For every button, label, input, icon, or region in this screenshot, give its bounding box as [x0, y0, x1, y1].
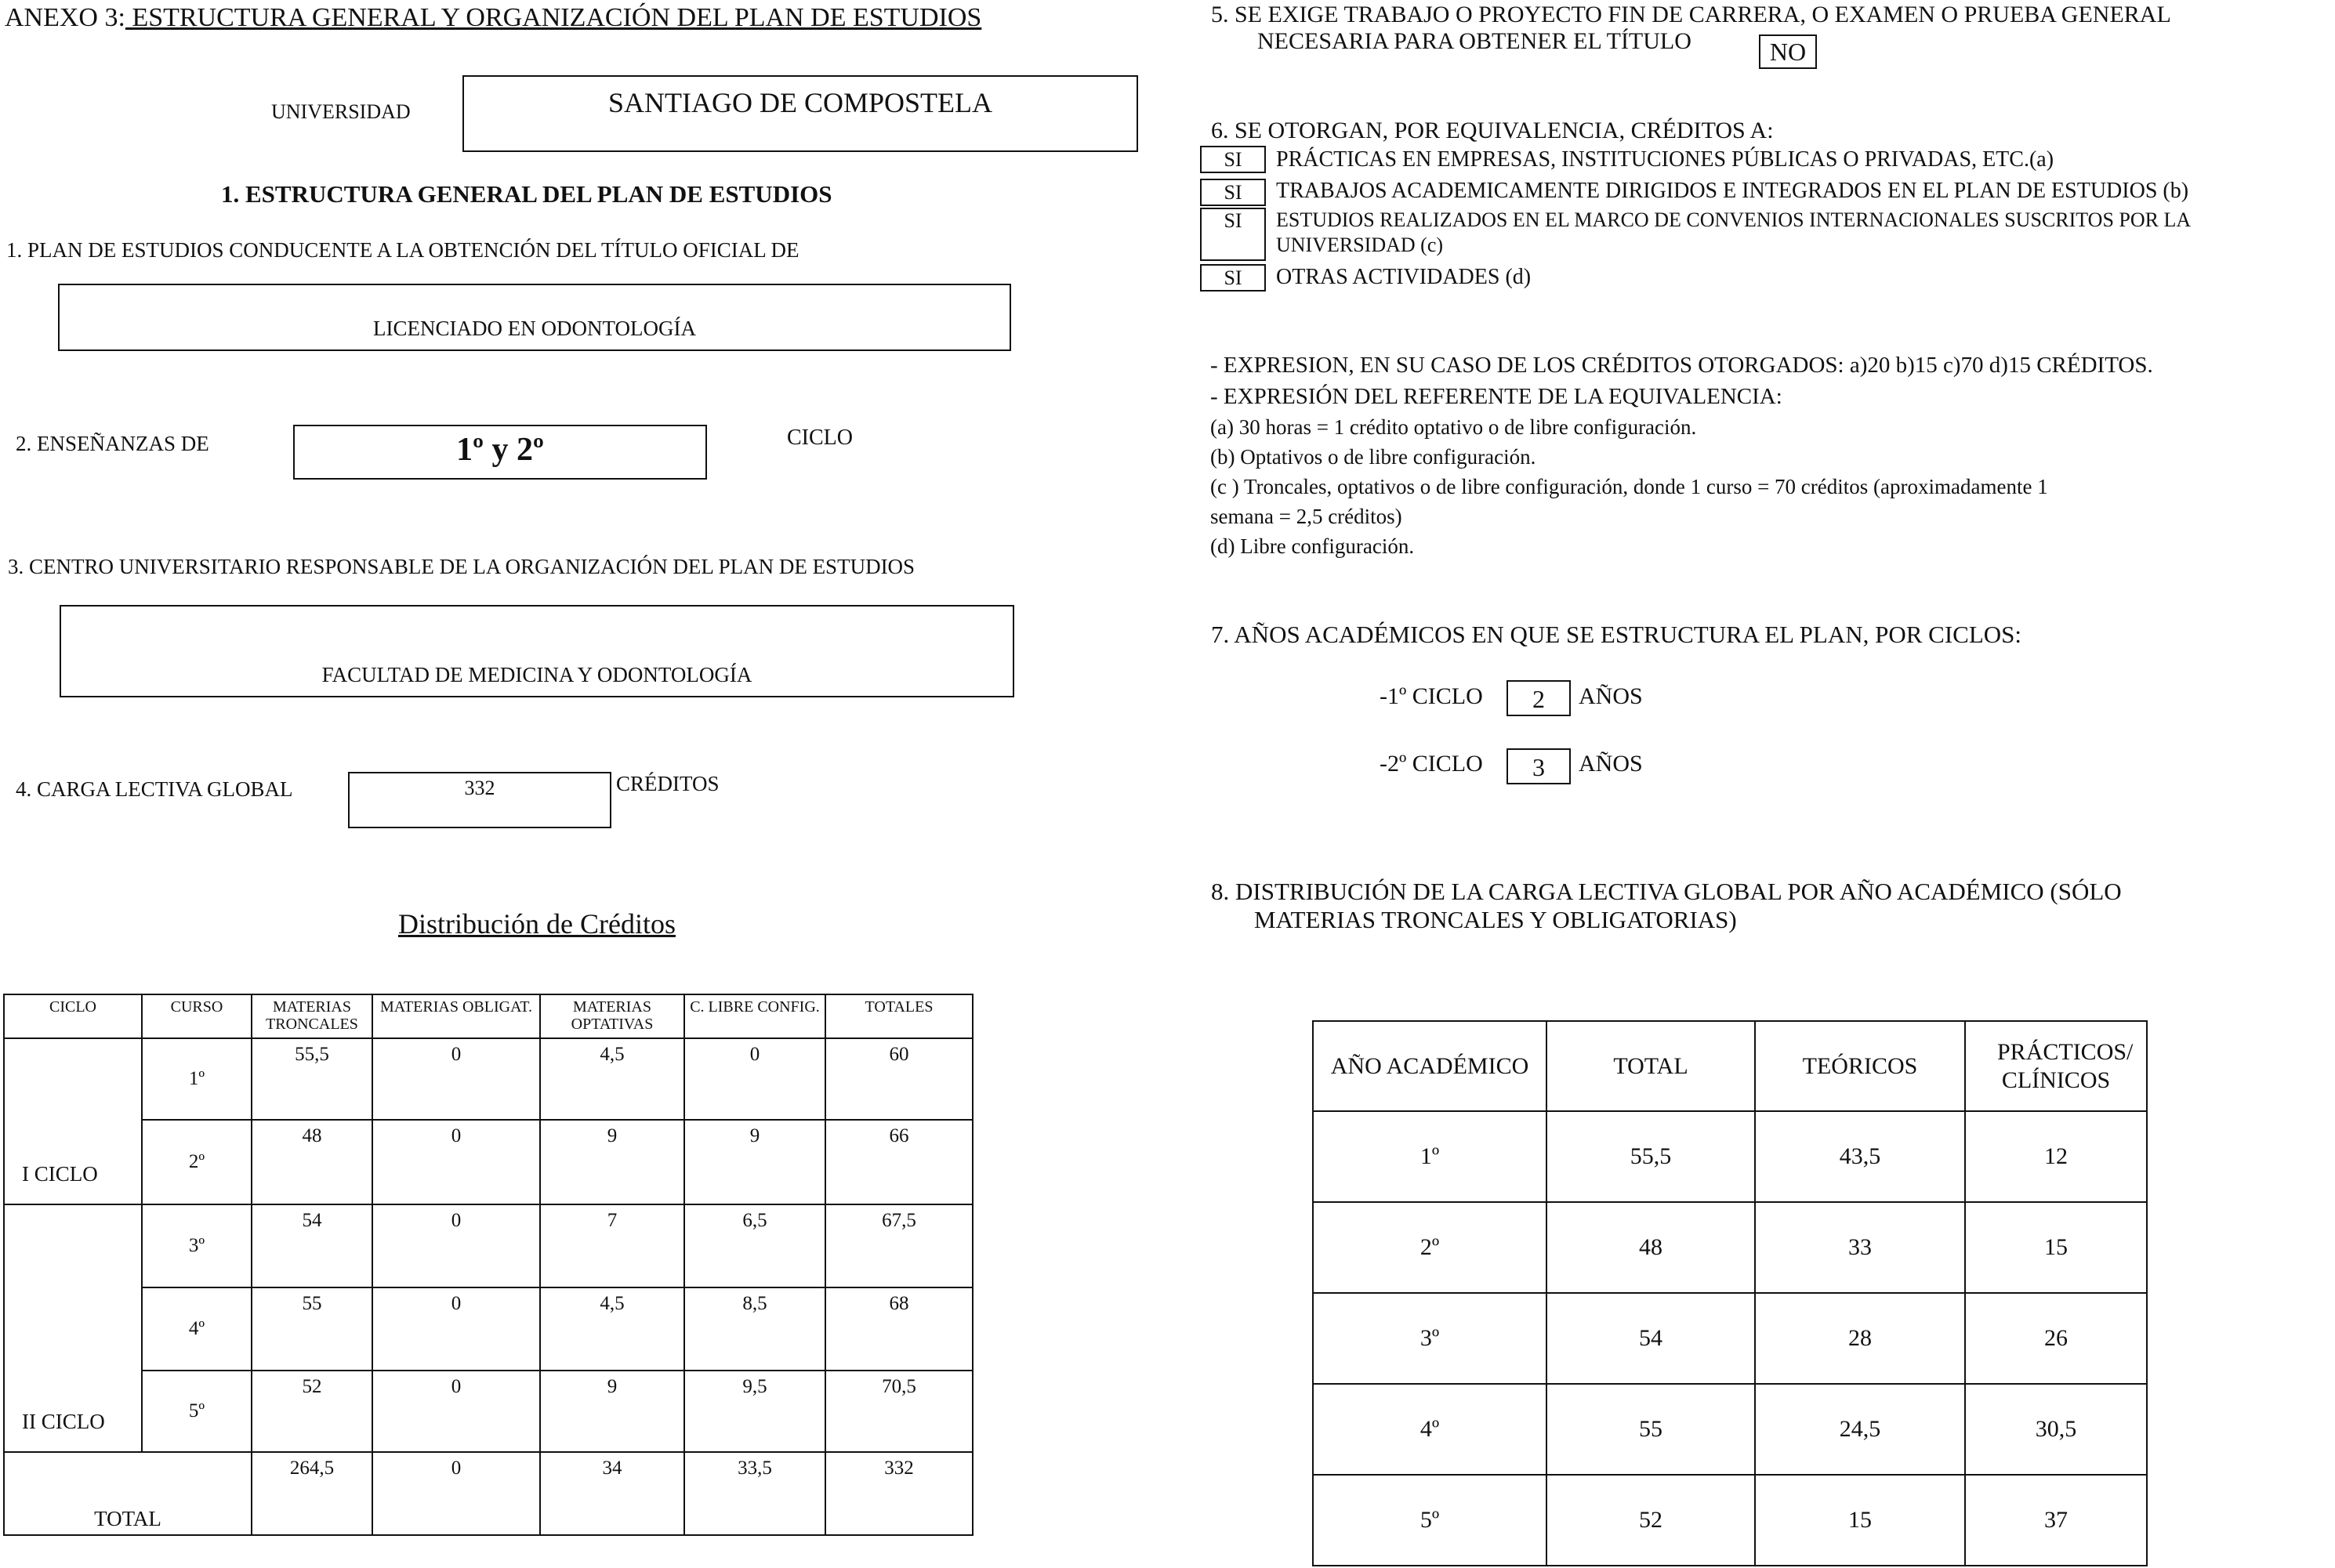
- anio-cell: 4º: [1313, 1384, 1546, 1475]
- libre-cell: 9: [684, 1120, 825, 1204]
- libre-cell: 8,5: [684, 1287, 825, 1371]
- header-curso: CURSO: [142, 994, 252, 1038]
- annex-title: [5, 3, 981, 33]
- troncales-cell: 55,5: [252, 1038, 372, 1120]
- option-mark: SI: [1200, 264, 1266, 292]
- curso-cell: 1º: [142, 1038, 252, 1120]
- note-d: (d) Libre configuración.: [1210, 534, 1415, 558]
- obligat-cell: 0: [372, 1371, 540, 1452]
- totales-cell: 67,5: [825, 1204, 973, 1287]
- credit-distribution-table: [3, 994, 974, 1536]
- total-cell: 48: [1546, 1202, 1755, 1293]
- option-text-cont: UNIVERSIDAD (c): [1276, 234, 1444, 256]
- totales-cell: 70,5: [825, 1371, 973, 1452]
- total-optativas: 34: [540, 1452, 684, 1535]
- libre-cell: 9,5: [684, 1371, 825, 1452]
- teoricos-cell: 24,5: [1755, 1384, 1965, 1475]
- note-b: (b) Optativos o de libre configuración.: [1210, 445, 1536, 469]
- curso-cell: 3º: [142, 1204, 252, 1287]
- optativas-cell: 4,5: [540, 1038, 684, 1120]
- option-text: PRÁCTICAS EN EMPRESAS, INSTITUCIONES PÚBLICAS O PRIVADAS, ETC.(a): [1276, 147, 2054, 172]
- header-teoricos: TEÓRICOS: [1755, 1021, 1965, 1111]
- section1-title: 1. ESTRUCTURA GENERAL DEL PLAN DE ESTUDIOS: [221, 180, 832, 208]
- university-label: UNIVERSIDAD: [271, 100, 411, 123]
- table-row: [4, 1287, 973, 1371]
- degree-value: LICENCIADO EN ODONTOLOGÍA: [373, 317, 696, 340]
- annex-prefix: ANEXO 3:: [5, 3, 125, 32]
- anio-cell: 1º: [1313, 1111, 1546, 1202]
- total-cell: 54: [1546, 1293, 1755, 1384]
- header-obligat: MATERIAS OBLIGAT.: [372, 994, 540, 1038]
- obligat-cell: 0: [372, 1204, 540, 1287]
- cycles-field: [293, 425, 707, 480]
- option-text: OTRAS ACTIVIDADES (d): [1276, 265, 1532, 289]
- cycle1-years-field: [1507, 680, 1571, 716]
- cycle2-years-field: [1507, 748, 1571, 784]
- practicos-cell: 15: [1965, 1202, 2147, 1293]
- cycles-value: 1º y 2º: [456, 432, 544, 468]
- curso-cell: 2º: [142, 1120, 252, 1204]
- item3-label: 3. CENTRO UNIVERSITARIO RESPONSABLE DE LA ORGANIZACIÓN DEL PLAN DE ESTUDIOS: [8, 555, 916, 578]
- cycle-label-1: I CICLO: [4, 1038, 142, 1204]
- table-row: [1313, 1202, 2147, 1293]
- optativas-cell: 9: [540, 1371, 684, 1452]
- troncales-cell: 52: [252, 1371, 372, 1452]
- item8-line2: MATERIAS TRONCALES Y OBLIGATORIAS): [1254, 906, 1737, 933]
- header-ciclo: CICLO: [4, 994, 142, 1038]
- total-cell: 52: [1546, 1475, 1755, 1566]
- note-c-cont: semana = 2,5 créditos): [1210, 505, 1402, 528]
- table-row: [4, 1204, 973, 1287]
- faculty-field: [60, 605, 1014, 697]
- credits-value: 332: [464, 777, 495, 799]
- item7-title: 7. AÑOS ACADÉMICOS EN QUE SE ESTRUCTURA EL PLAN, POR CICLOS:: [1211, 621, 2022, 648]
- option-mark: [1200, 208, 1266, 261]
- anio-cell: 3º: [1313, 1293, 1546, 1384]
- curso-cell: 5º: [142, 1371, 252, 1452]
- option-mark: SI: [1200, 146, 1266, 173]
- option-text: TRABAJOS ACADEMICAMENTE DIRIGIDOS E INTEGRADOS EN EL PLAN DE ESTUDIOS (b): [1276, 179, 2189, 203]
- table-row: [4, 1371, 973, 1452]
- item4-label: 4. CARGA LECTIVA GLOBAL: [16, 777, 293, 801]
- total-obligat: 0: [372, 1452, 540, 1535]
- credits-field: [348, 772, 611, 828]
- table-total-row: [4, 1452, 973, 1535]
- practicos-cell: 26: [1965, 1293, 2147, 1384]
- item2-label: 2. ENSEÑANZAS DE: [16, 432, 209, 455]
- header-troncales: MATERIAS TRONCALES: [252, 994, 372, 1038]
- total-troncales: 264,5: [252, 1452, 372, 1535]
- troncales-cell: 54: [252, 1204, 372, 1287]
- faculty-value: FACULTAD DE MEDICINA Y ODONTOLOGÍA: [321, 663, 752, 686]
- header-libre: C. LIBRE CONFIG.: [684, 994, 825, 1038]
- optativas-cell: 7: [540, 1204, 684, 1287]
- table-row: [4, 1038, 973, 1120]
- total-cell: 55,5: [1546, 1111, 1755, 1202]
- degree-field: [58, 284, 1011, 351]
- table-row: [1313, 1384, 2147, 1475]
- cycle1-unit: AÑOS: [1579, 683, 1643, 709]
- university-value: SANTIAGO DE COMPOSTELA: [607, 87, 992, 118]
- troncales-cell: 48: [252, 1120, 372, 1204]
- academic-year-distribution-table: [1312, 1020, 2148, 1566]
- curso-cell: 4º: [142, 1287, 252, 1371]
- header-anio: AÑO ACADÉMICO: [1313, 1021, 1546, 1111]
- final-project-field: [1759, 34, 1817, 69]
- university-field: [462, 75, 1138, 152]
- troncales-cell: 55: [252, 1287, 372, 1371]
- equivalence-expression: - EXPRESIÓN DEL REFERENTE DE LA EQUIVALENCIA:: [1210, 384, 1782, 409]
- item6-title: 6. SE OTORGAN, POR EQUIVALENCIA, CRÉDITOS A:: [1211, 118, 1774, 143]
- credits-expression: - EXPRESION, EN SU CASO DE LOS CRÉDITOS OTORGADOS: a)20 b)15 c)70 d)15 CRÉDITOS.: [1210, 353, 2153, 378]
- note-c: (c ) Troncales, optativos o de libre configuración, donde 1 curso = 70 créditos (aproximadamente 1: [1210, 475, 2048, 498]
- cycle-label-2: II CICLO: [4, 1204, 142, 1452]
- total-label: TOTAL: [4, 1452, 252, 1535]
- libre-cell: 0: [684, 1038, 825, 1120]
- cycle2-unit: AÑOS: [1579, 751, 1643, 777]
- item1-label: 1. PLAN DE ESTUDIOS CONDUCENTE A LA OBTENCIÓN DEL TÍTULO OFICIAL DE: [6, 238, 799, 262]
- table-row: [1313, 1293, 2147, 1384]
- obligat-cell: 0: [372, 1038, 540, 1120]
- practicos-cell: 37: [1965, 1475, 2147, 1566]
- practicos-cell: 12: [1965, 1111, 2147, 1202]
- total-cell: 55: [1546, 1384, 1755, 1475]
- total-libre: 33,5: [684, 1452, 825, 1535]
- header-optativas: MATERIAS OPTATIVAS: [540, 994, 684, 1038]
- teoricos-cell: 43,5: [1755, 1111, 1965, 1202]
- item8-line1: 8. DISTRIBUCIÓN DE LA CARGA LECTIVA GLOBAL POR AÑO ACADÉMICO (SÓLO: [1211, 878, 2122, 905]
- optativas-cell: 4,5: [540, 1287, 684, 1371]
- table-row: [4, 1120, 973, 1204]
- anio-cell: 5º: [1313, 1475, 1546, 1566]
- item5-line1: 5. SE EXIGE TRABAJO O PROYECTO FIN DE CARRERA, O EXAMEN O PRUEBA GENERAL: [1211, 2, 2171, 27]
- table-row: [1313, 1475, 2147, 1566]
- item2-suffix: CICLO: [787, 425, 853, 450]
- total-totales: 332: [825, 1452, 973, 1535]
- libre-cell: 6,5: [684, 1204, 825, 1287]
- totales-cell: 68: [825, 1287, 973, 1371]
- table-row: [1313, 1111, 2147, 1202]
- note-a: (a) 30 horas = 1 crédito optativo o de libre configuración.: [1210, 415, 1697, 439]
- teoricos-cell: 28: [1755, 1293, 1965, 1384]
- header-totales: TOTALES: [825, 994, 973, 1038]
- option-text: ESTUDIOS REALIZADOS EN EL MARCO DE CONVENIOS INTERNACIONALES SUSCRITOS POR LA: [1276, 208, 2192, 231]
- cycle2-label: -2º CICLO: [1380, 751, 1483, 777]
- option-mark-label: SI: [1224, 209, 1242, 232]
- header-practicos: PRÁCTICOS/ CLÍNICOS: [1965, 1021, 2147, 1111]
- optativas-cell: 9: [540, 1120, 684, 1204]
- anio-cell: 2º: [1313, 1202, 1546, 1293]
- totales-cell: 66: [825, 1120, 973, 1204]
- totales-cell: 60: [825, 1038, 973, 1120]
- table-header-row: [4, 994, 973, 1038]
- final-project-value: NO: [1769, 38, 1807, 66]
- table-header-row: [1313, 1021, 2147, 1111]
- cycle1-label: -1º CICLO: [1380, 683, 1483, 709]
- annex-heading: ESTRUCTURA GENERAL Y ORGANIZACIÓN DEL PLAN DE ESTUDIOS: [125, 3, 982, 32]
- teoricos-cell: 15: [1755, 1475, 1965, 1566]
- item5-line2: NECESARIA PARA OBTENER EL TÍTULO: [1257, 28, 1691, 54]
- option-mark: SI: [1200, 179, 1266, 206]
- practicos-cell: 30,5: [1965, 1384, 2147, 1475]
- item4-suffix: CRÉDITOS: [616, 772, 720, 795]
- cycle1-years-value: 2: [1532, 685, 1545, 713]
- obligat-cell: 0: [372, 1120, 540, 1204]
- cycle2-years-value: 3: [1532, 753, 1545, 781]
- teoricos-cell: 33: [1755, 1202, 1965, 1293]
- distribution-title: Distribución de Créditos: [398, 908, 676, 940]
- obligat-cell: 0: [372, 1287, 540, 1371]
- header-total: TOTAL: [1546, 1021, 1755, 1111]
